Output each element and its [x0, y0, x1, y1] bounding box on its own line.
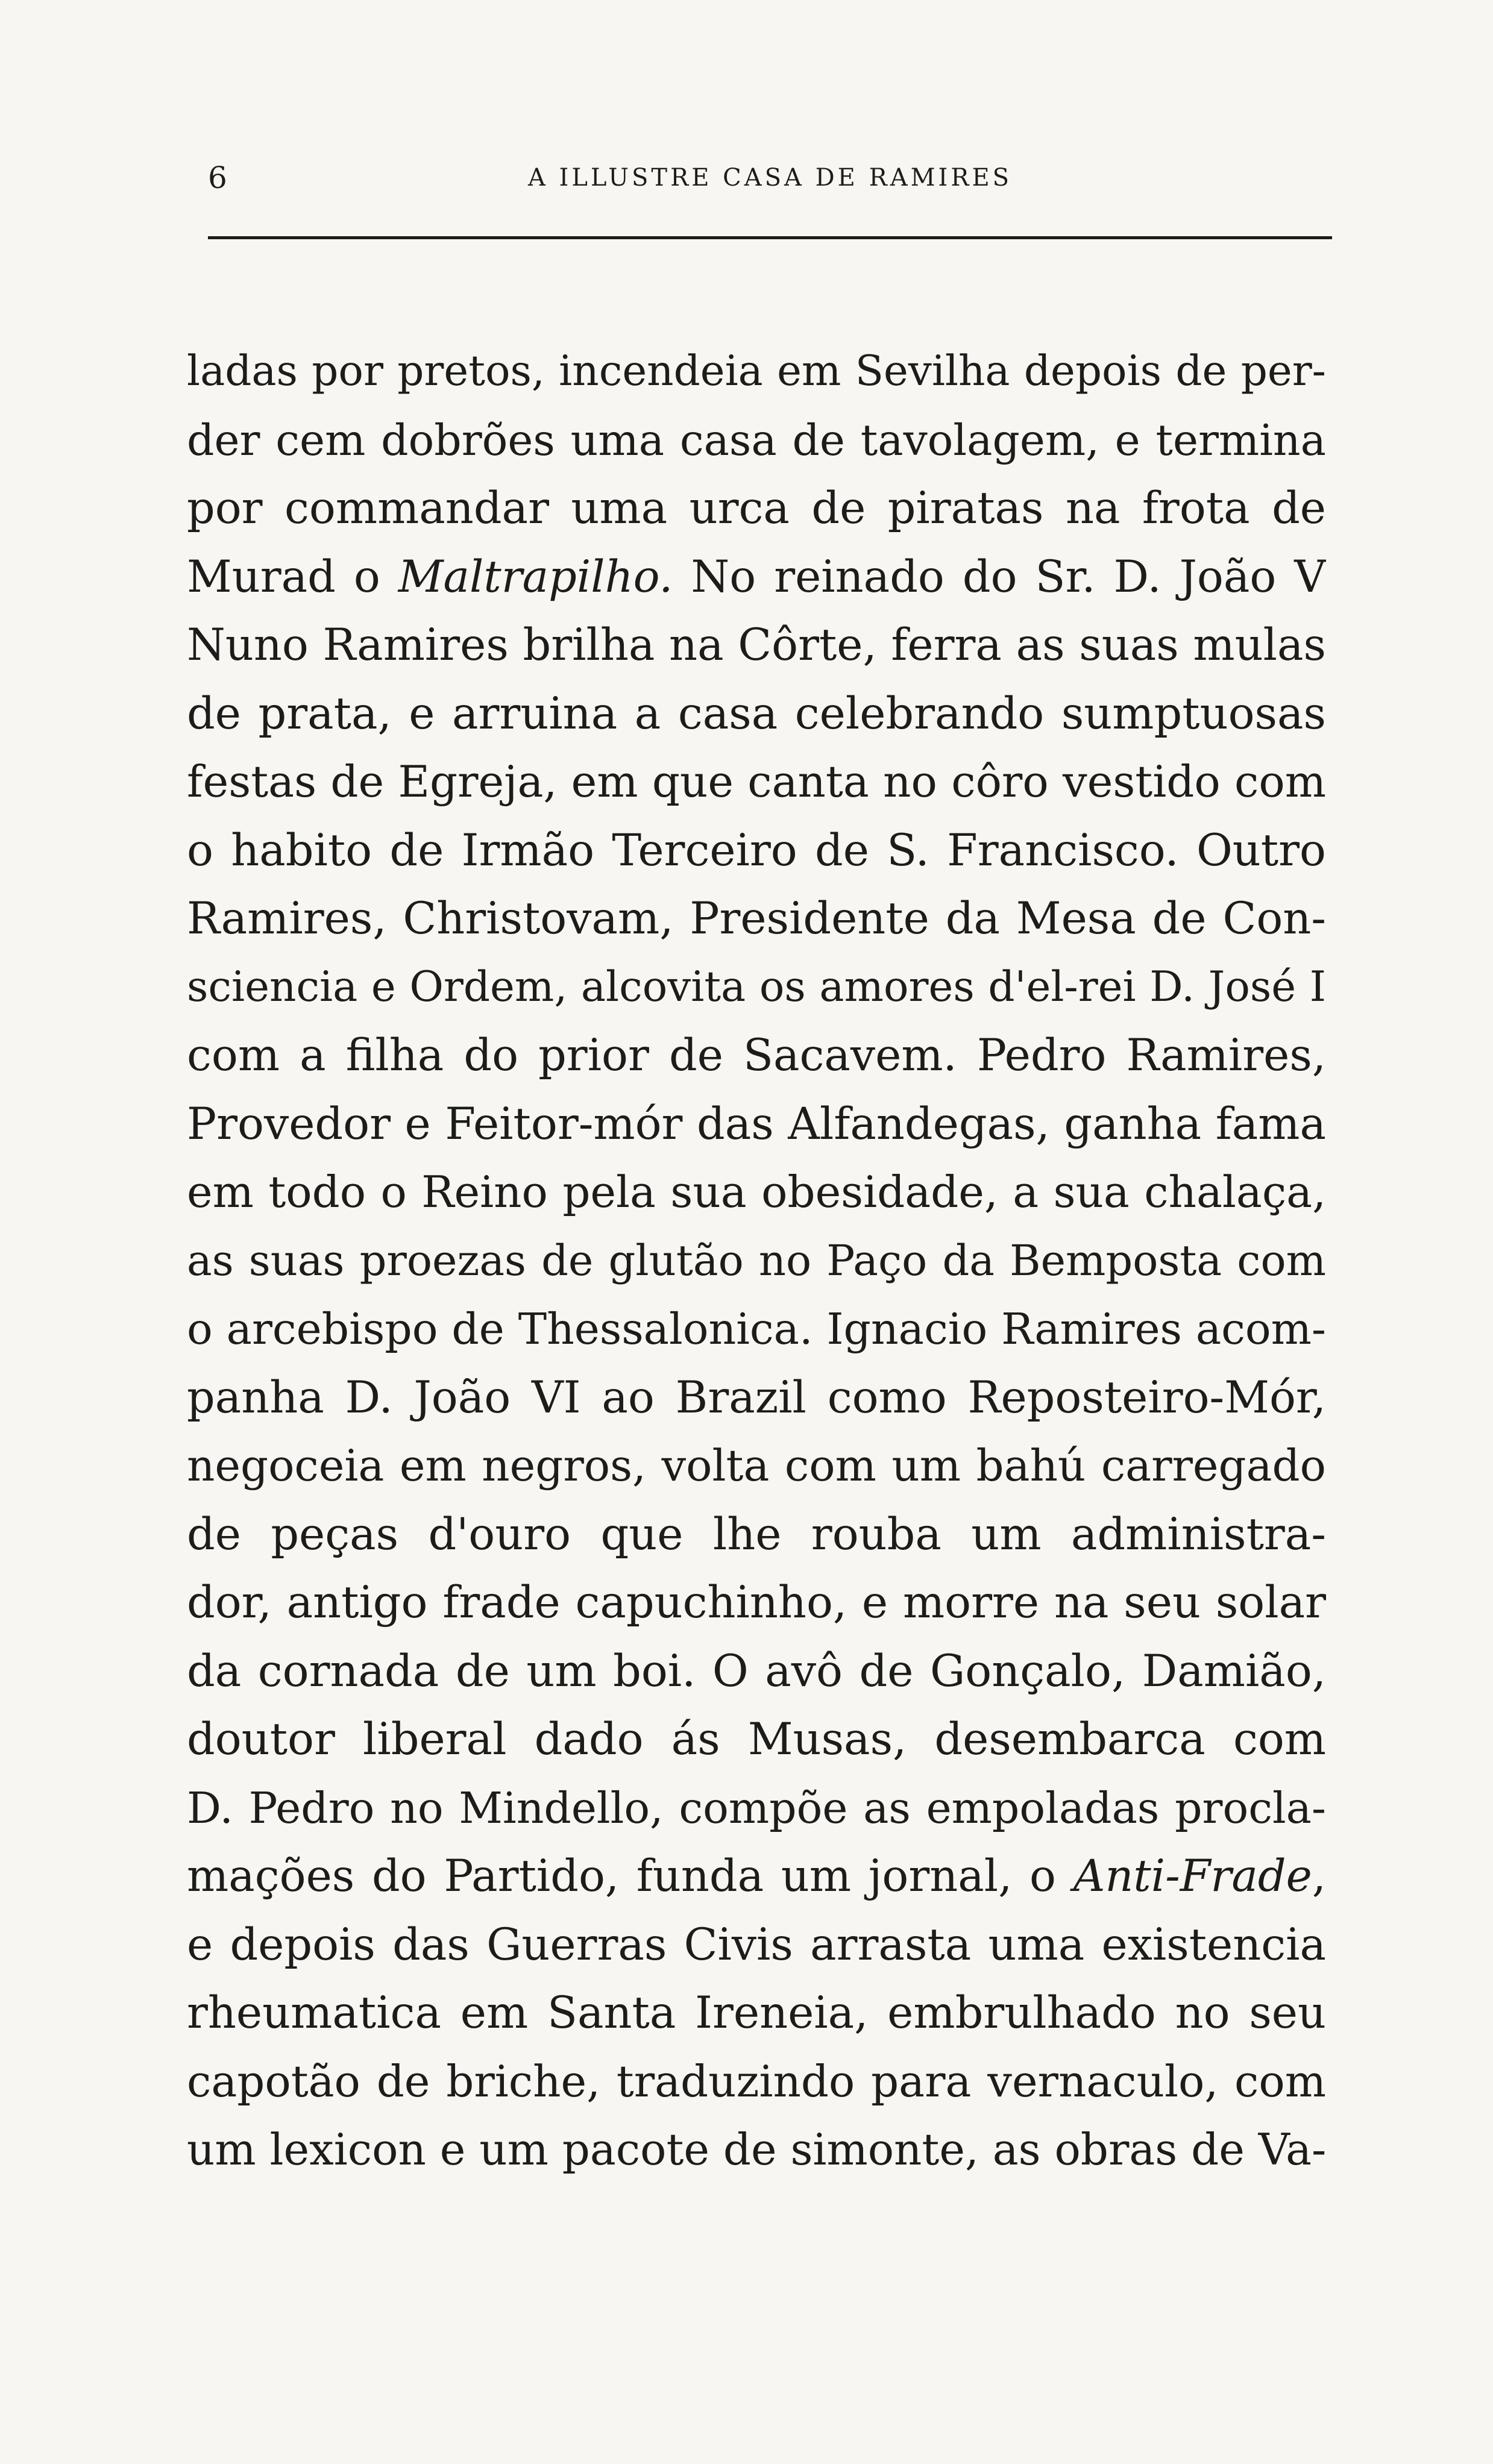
text-line: capotão de briche, traduzindo para vernaculo, com [187, 2055, 1326, 2107]
text-line: festas de Egreja, em que canta no côro vestido com [187, 756, 1326, 807]
text-line: um lexicon e um pacote de simonte, as obras de Va- [187, 2124, 1326, 2175]
text-line: rheumatica em Santa Ireneia, embrulhado no seu [187, 1987, 1326, 2039]
page-header [208, 154, 1332, 202]
text-line: o arcebispo de Thessalonica. Ignacio Ramires acom- [187, 1304, 1326, 1354]
text-line: sciencia e Ordem, alcovita os amores d'el-rei D. José I [187, 962, 1326, 1011]
text-segment: mações do Partido, funda um jornal, o [187, 1851, 1073, 1902]
text-line: Nuno Ramires brilha na Côrte, ferra as suas mulas [187, 619, 1326, 671]
text-segment: No reinado do Sr. D. João V [673, 551, 1326, 603]
text-line: dor, antigo frade capuchinho, e morre na seu solar [187, 1577, 1326, 1628]
italic-title: Maltrapilho. [398, 551, 673, 603]
text-segment: , [1312, 1851, 1326, 1902]
text-line: panha D. João VI ao Brazil como Reposteiro-Mór, [187, 1372, 1326, 1423]
text-line: de prata, e arruina a casa celebrando sumptuosas [187, 688, 1326, 739]
text-line [187, 543, 1326, 612]
italic-title: Anti-Frade [1073, 1851, 1312, 1902]
text-line: e depois das Guerras Civis arrasta uma existencia [187, 1919, 1326, 1970]
text-line: negoceia em negros, volta com um bahú carregado [187, 1440, 1326, 1491]
text-line: em todo o Reino pela sua obesidade, a sua chalaça, [187, 1167, 1326, 1217]
header-rule [208, 236, 1332, 239]
text-line: com a filha do prior de Sacavem. Pedro Ramires, [187, 1030, 1326, 1081]
body-text [187, 337, 1326, 2184]
text-line: as suas proezas de glutão no Paço da Bemposta com [187, 1235, 1326, 1285]
page-number: 6 [208, 160, 227, 195]
text-line: D. Pedro no Mindello, compõe as empoladas procla- [187, 1782, 1326, 1833]
text-line: o habito de Irmão Terceiro de S. Francisco. Outro [187, 824, 1326, 876]
text-line [187, 1842, 1326, 1911]
text-line: da cornada de um boi. O avô de Gonçalo, Damião, [187, 1645, 1326, 1697]
text-line: doutor liberal dado ás Musas, desembarca com [187, 1714, 1326, 1765]
text-line: der cem dobrões uma casa de tavolagem, e termina [187, 415, 1326, 465]
text-line: Ramires, Christovam, Presidente da Mesa de Con- [187, 893, 1326, 944]
text-line: por commandar uma urca de piratas na frota de [187, 483, 1326, 534]
text-segment: Murad o [187, 551, 398, 603]
text-line: Provedor e Feitor-mór das Alfandegas, ganha fama [187, 1098, 1326, 1150]
text-line: ladas por pretos, incendeia em Sevilha depois de per- [187, 347, 1326, 395]
running-title: A ILLUSTRE CASA DE RAMIRES [527, 164, 1013, 192]
text-line: de peças d'ouro que lhe rouba um administra- [187, 1508, 1326, 1560]
